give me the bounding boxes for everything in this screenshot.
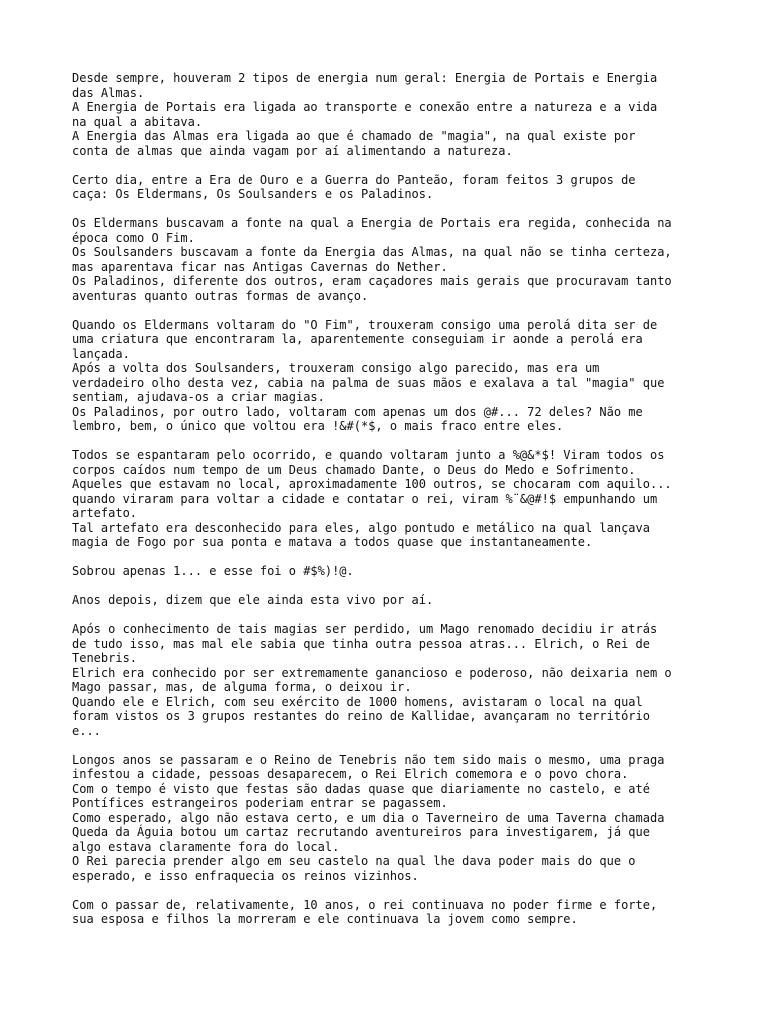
text-line: O Rei parecia prender algo em seu castelo na qual lhe dava poder mais do que o (72, 854, 636, 868)
text-line: Queda da Águia botou um cartaz recrutando aventureiros para investigarem, já que (72, 825, 650, 839)
text-line: sua esposa e filhos la morreram e ele continuava la jovem como sempre. (72, 912, 578, 926)
text-line: algo estava claramente fora do local. (72, 839, 340, 854)
text-line: Desde sempre, houveram 2 tipos de energia num geral: Energia de Portais e Energia (72, 71, 658, 85)
text-line: Elrich era conhecido por ser extremamente ganancioso e poderoso, não deixaria nem o (72, 665, 672, 680)
paragraph (72, 448, 702, 550)
text-line: Aqueles que estavam no local, aproximadamente 100 outros, se chocaram com aquilo... (72, 477, 672, 491)
text-line: artefato. (72, 506, 138, 520)
text-line: A Energia de Portais era ligada ao transporte e conexão entre a natureza e a vida (72, 100, 658, 114)
text-line: Os Eldermans buscavam a fonte na qual a Energia de Portais era regida, conhecida na (72, 216, 672, 230)
text-line: Quando os Eldermans voltaram do "O Fim", trouxeram consigo uma perolá dita ser de (72, 317, 658, 332)
text-line: conta de almas que ainda vagam por aí alimentando a natureza. (72, 143, 513, 158)
document-body (72, 71, 702, 941)
text-line: Todos se espantaram pelo ocorrido, e quando voltaram junto a %@&*$! Viram todos os (72, 448, 665, 462)
text-line: quando viraram para voltar a cidade e contatar o rei, viram %¨&@#!$ empunhando um (72, 491, 658, 506)
text-line: Os Paladinos, por outro lado, voltaram com apenas um dos @#... 72 deles? Não me (72, 404, 643, 419)
paragraph (72, 898, 702, 927)
paragraph (72, 564, 702, 579)
text-line: infestou a cidade, pessoas desaparecem, o Rei Elrich comemora e o povo chora. (72, 767, 629, 781)
text-line: aventuras quanto outras formas de avanço. (72, 288, 369, 303)
text-line: Os Soulsanders buscavam a fonte da Energia das Almas, na qual não se tinha certeza, (72, 245, 672, 259)
paragraph (72, 593, 702, 608)
text-line: A Energia das Almas era ligada ao que é chamado de "magia", na qual existe por (72, 129, 636, 143)
text-line: Com o passar de, relativamente, 10 anos, o rei continuava no poder firme e forte, (72, 897, 658, 912)
text-line: Anos depois, dizem que ele ainda esta vivo por aí. (72, 593, 434, 607)
text-line: Tal artefato era desconhecido para eles, algo pontudo e metálico na qual lançava (72, 520, 650, 535)
text-line: de tudo isso, mas mal ele sabia que tinha outra pessoa atras... Elrich, o Rei de (72, 636, 650, 651)
text-line: Sobrou apenas 1... e esse foi o #$%)!@. (72, 564, 354, 578)
text-line: mas aparentava ficar nas Antigas Cavernas do Nether. (72, 259, 448, 274)
text-line: Como esperado, algo não estava certo, e um dia o Taverneiro de uma Taverna chamada (72, 810, 665, 825)
text-line: e... (72, 723, 101, 738)
paragraph (72, 216, 702, 303)
text-line: das Almas. (72, 85, 145, 100)
text-line: Quando ele e Elrich, com seu exército de 1000 homens, avistaram o local na qual (72, 694, 643, 709)
text-line: na qual a abitava. (72, 114, 203, 129)
text-line: lembro, bem, o único que voltou era !&#(*$, o mais fraco entre eles. (72, 419, 564, 433)
paragraph (72, 173, 702, 202)
text-line: Pontífices estrangeiros poderiam entrar se pagassem. (72, 796, 448, 810)
text-line: Longos anos se passaram e o Reino de Tenebris não tem sido mais o mesmo, uma praga (72, 752, 665, 767)
text-line: época como O Fim. (72, 230, 195, 245)
paragraph (72, 318, 702, 434)
text-line: Tenebris. (72, 651, 138, 665)
text-line: Os Paladinos, diferente dos outros, eram caçadores mais gerais que procuravam tanto (72, 274, 672, 288)
paragraph (72, 753, 702, 884)
text-line: esperado, e isso enfraquecia os reinos vizinhos. (72, 868, 419, 883)
text-line: foram vistos os 3 grupos restantes do reino de Kallidae, avançaram no território (72, 709, 650, 723)
text-line: uma criatura que encontraram la, aparentemente conseguiam ir aonde a perolá era (72, 332, 643, 346)
text-line: lançada. (72, 346, 130, 361)
text-line: Mago passar, mas, de alguma forma, o deixou ir. (72, 680, 412, 694)
text-line: Após o conhecimento de tais magias ser perdido, um Mago renomado decidiu ir atrás (72, 622, 658, 636)
text-line: verdadeiro olho desta vez, cabia na palma de suas mãos e exalava a tal "magia" que (72, 375, 665, 390)
paragraph (72, 622, 702, 738)
text-line: Com o tempo é visto que festas são dadas quase que diariamente no castelo, e até (72, 781, 650, 796)
text-line: corpos caídos num tempo de um Deus chamado Dante, o Deus do Medo e Sofrimento. (72, 462, 636, 477)
text-line: Após a volta dos Soulsanders, trouxeram consigo algo parecido, mas era um (72, 361, 600, 375)
paragraph (72, 71, 702, 158)
text-line: sentiam, ajudava-os a criar magias. (72, 390, 325, 404)
text-line: Certo dia, entre a Era de Ouro e a Guerra do Panteão, foram feitos 3 grupos de (72, 172, 636, 187)
text-line: caça: Os Eldermans, Os Soulsanders e os Paladinos. (72, 187, 434, 201)
text-line: magia de Fogo por sua ponta e matava a todos quase que instantaneamente. (72, 535, 593, 549)
